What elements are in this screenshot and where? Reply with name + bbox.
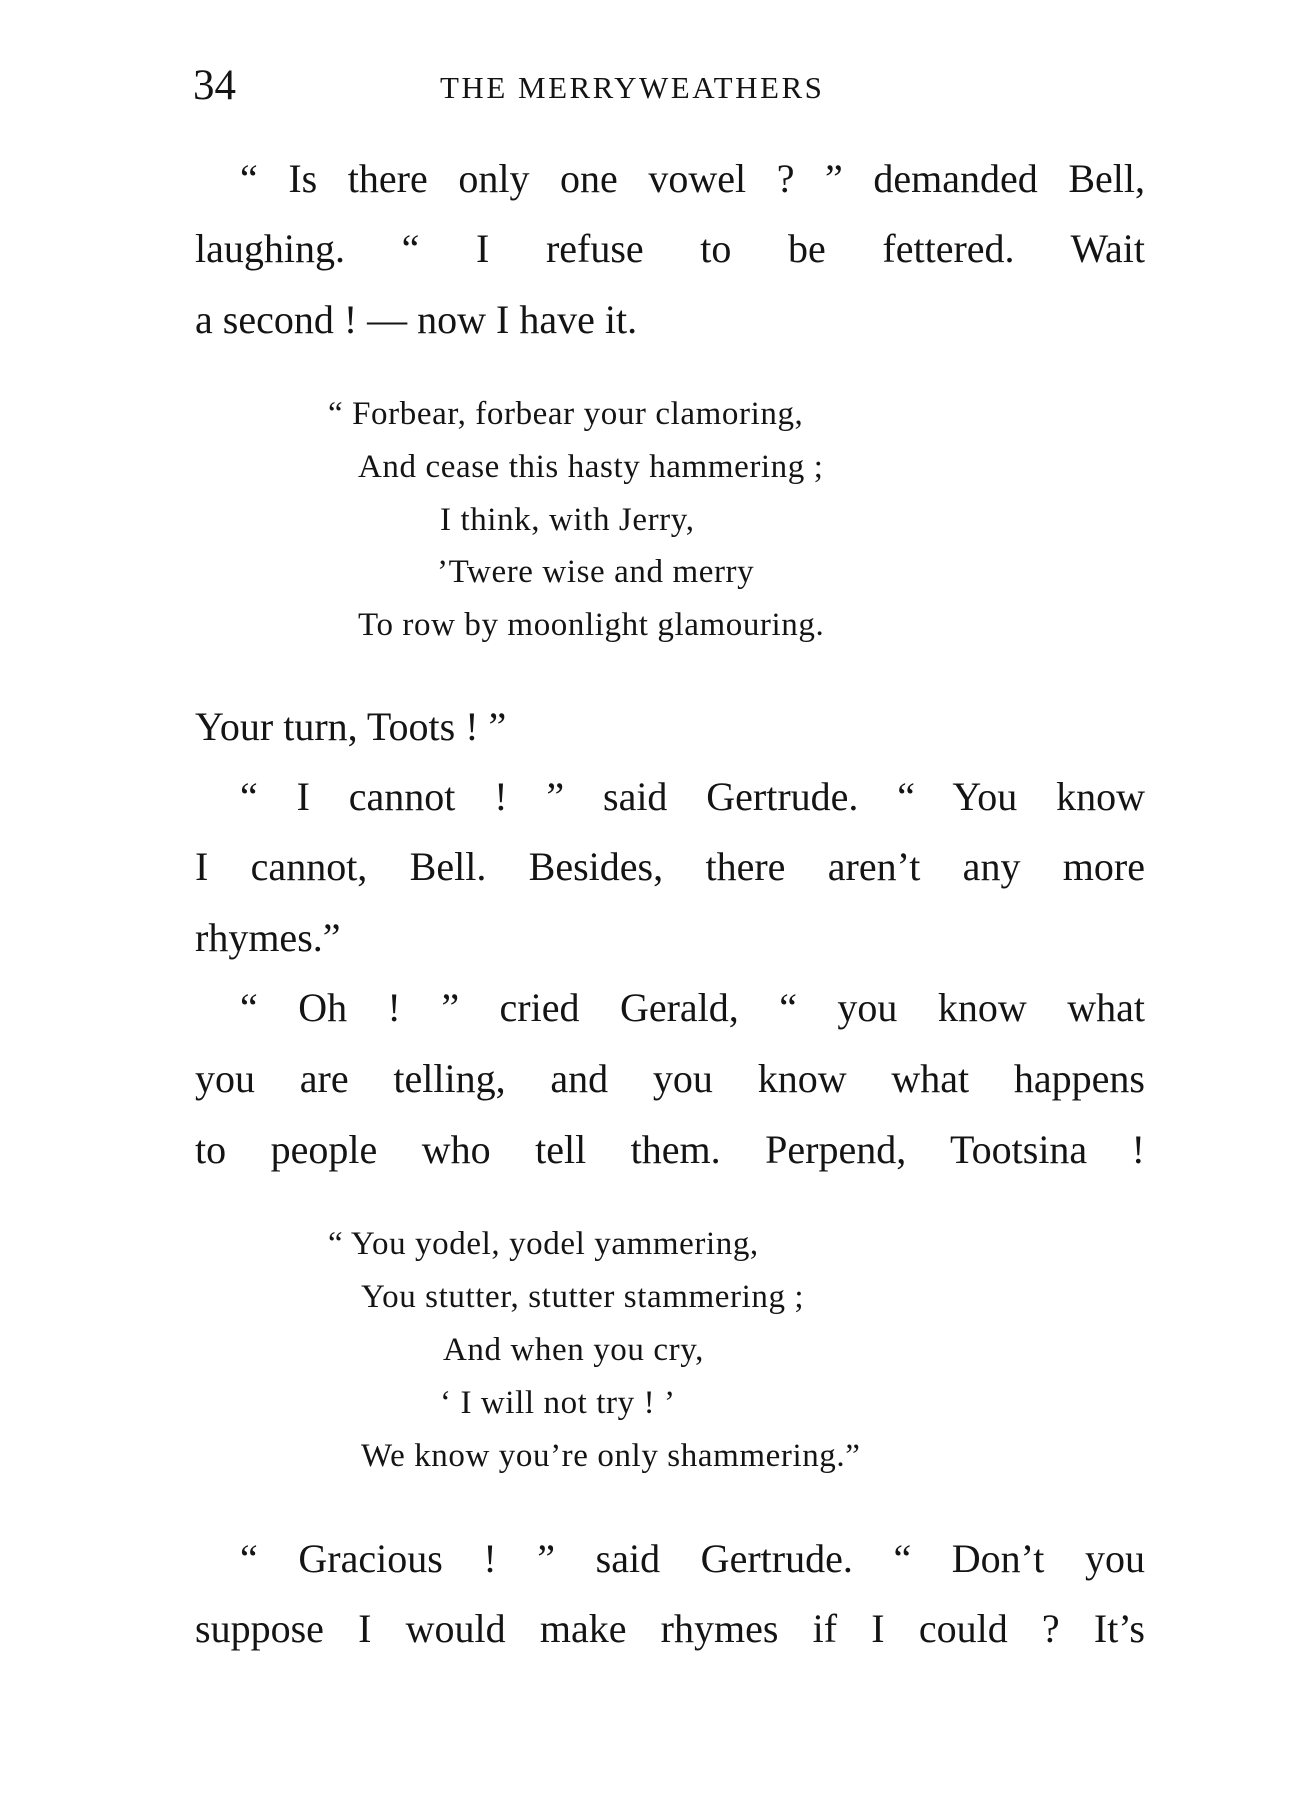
- verse-line: To row by moonlight glamouring.: [358, 607, 825, 643]
- verse-line: I think, with Jerry,: [440, 502, 695, 538]
- running-title: THE MERRYWEATHERS: [440, 70, 825, 105]
- paragraph-line: to people who tell them. Perpend, Tootsina !: [195, 1127, 1145, 1172]
- verse-line: And when you cry,: [443, 1332, 705, 1368]
- page-number: 34: [193, 62, 236, 109]
- paragraph-line: suppose I would make rhymes if I could ? It’s: [195, 1606, 1145, 1651]
- verse-line: And cease this hasty hammering ;: [358, 449, 824, 485]
- verse-line: You stutter, stutter stammering ;: [361, 1279, 805, 1315]
- verse-line: “ You yodel, yodel yammering,: [328, 1226, 759, 1262]
- paragraph-line: “ Gracious ! ” said Gertrude. “ Don’t you: [240, 1536, 1145, 1581]
- paragraph-line: rhymes.”: [195, 915, 341, 960]
- paragraph-line: a second ! — now I have it.: [195, 297, 638, 342]
- paragraph-line: “ Oh ! ” cried Gerald, “ you know what: [240, 985, 1145, 1030]
- paragraph-line: “ Is there only one vowel ? ” demanded Bell,: [240, 156, 1145, 201]
- paragraph-line: you are telling, and you know what happens: [195, 1056, 1145, 1101]
- paragraph-line: laughing. “ I refuse to be fettered. Wait: [195, 226, 1145, 271]
- verse-line: ’Twere wise and merry: [437, 554, 755, 590]
- verse-line: “ Forbear, forbear your clamoring,: [328, 396, 804, 432]
- verse-line: We know you’re only shammering.”: [361, 1438, 861, 1474]
- verse-line: ‘ I will not try ! ’: [440, 1385, 676, 1421]
- paragraph-line: Your turn, Toots ! ”: [195, 704, 507, 749]
- paragraph-line: I cannot, Bell. Besides, there aren’t any more: [195, 844, 1145, 889]
- page-header: [193, 56, 1146, 116]
- paragraph-line: “ I cannot ! ” said Gertrude. “ You know: [240, 774, 1145, 819]
